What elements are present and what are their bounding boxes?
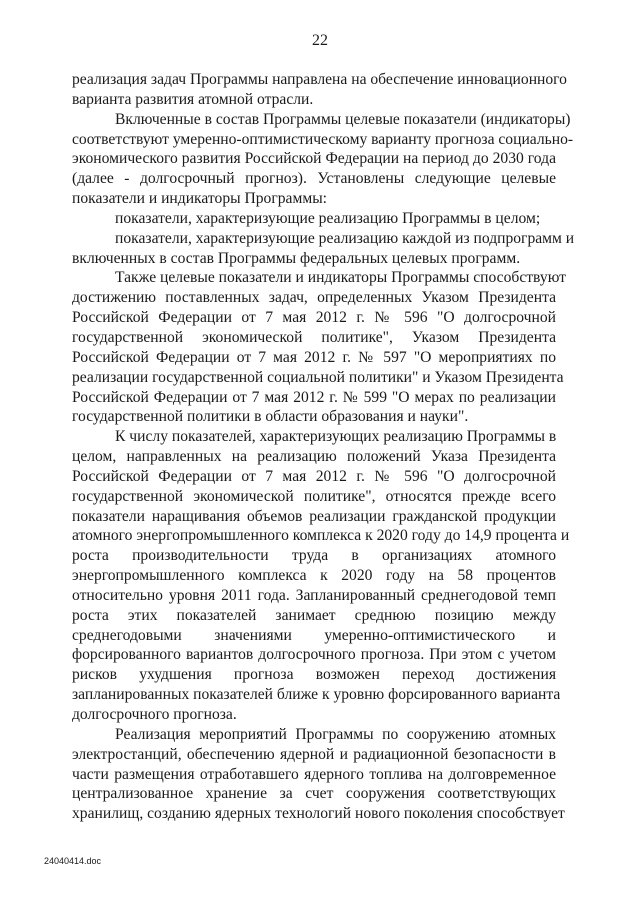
text-line: роста этих показателей занимает среднюю позицию между: [72, 606, 556, 624]
paragraph: [72, 110, 574, 209]
text-line: части размещения отработавшего ядерного топлива на долговременное: [72, 765, 556, 783]
text-line: государственной экономической политике", Указом Президента: [72, 328, 556, 346]
text-line: (далее - долгосрочный прогноз). Установлены следующие целевые: [72, 170, 556, 188]
text-line: показатели, характеризующие реализацию Программы в целом;: [115, 209, 541, 227]
text-line: роста производительности труда в организациях атомного: [72, 547, 556, 565]
text-line: централизованное хранение за счет сооружения соответствующих: [72, 785, 556, 803]
text-line: хранилищ, созданию ядерных технологий нового поколения способствует: [72, 805, 565, 823]
text-line: достижению поставленных задач, определенных Указом Президента: [72, 289, 556, 307]
text-line: электростанций, обеспечению ядерной и радиационной безопасности в: [72, 745, 556, 763]
text-line: К числу показателей, характеризующих реализацию Программы в: [115, 428, 557, 446]
footer-filename: 24040414.doc: [44, 856, 102, 866]
text-line: долгосрочного прогноза.: [72, 706, 237, 723]
paragraph: [72, 268, 566, 427]
text-line: экономического развития Российской Федерации на период до 2030 года: [72, 150, 556, 168]
page-number: 22: [312, 32, 328, 49]
paragraph: [72, 229, 575, 269]
text-line: запланированных показателей ближе к уровню форсированного варианта: [72, 686, 561, 704]
text-line: рисков ухудшения прогноза возможен переход достижения: [72, 666, 556, 684]
text-line: показатели, характеризующие реализацию каждой из подпрограмм и: [115, 229, 575, 247]
paragraph: [72, 209, 556, 229]
text-line: Реализация мероприятий Программы по сооружению атомных: [115, 725, 556, 743]
text-line: относительно уровня 2011 года. Запланированный среднегодовой темп: [72, 586, 556, 604]
text-line: энергопромышленного комплекса к 2020 году на 58 процентов: [72, 567, 556, 585]
text-line: соответствуют умеренно-оптимистическому варианту прогноза социально-: [72, 130, 574, 148]
text-line: Также целевые показатели и индикаторы Программы способствуют: [115, 269, 566, 287]
text-line: показатели и индикаторы Программы:: [72, 190, 328, 208]
text-line: государственной политики в области образования и науки".: [72, 408, 469, 426]
paragraph: [72, 70, 567, 110]
document-body: [72, 70, 575, 824]
text-line: Российской Федерации от 7 мая 2012 г. № 597 "О мероприятиях по: [72, 348, 556, 366]
text-line: Российской Федерации от 7 мая 2012 г. № 596 "О долгосрочной: [72, 309, 556, 327]
text-line: включенных в состав Программы федеральных целевых программ.: [72, 249, 521, 267]
text-line: Включенные в состав Программы целевые показатели (индикаторы): [115, 110, 571, 128]
paragraph: [72, 427, 570, 725]
text-line: реализация задач Программы направлена на обеспечение инновационного: [72, 71, 567, 88]
paragraph: [72, 725, 565, 824]
text-line: атомного энергопромышленного комплекса к 2020 году до 14,9 процента и: [72, 527, 570, 545]
text-line: Российской Федерации от 7 мая 2012 г. № 599 "О мерах по реализации: [72, 388, 556, 406]
text-line: среднегодовыми значениями умеренно-оптимистического и: [72, 626, 556, 644]
text-line: Российской Федерации от 7 мая 2012 г. № 596 "О долгосрочной: [72, 467, 556, 485]
text-line: реализации государственной социальной политики" и Указом Президента: [72, 368, 564, 386]
text-line: форсированного вариантов долгосрочного прогноза. При этом с учетом: [72, 646, 556, 664]
text-line: варианта развития атомной отрасли.: [72, 90, 314, 108]
text-line: целом, направленных на реализацию положений Указа Президента: [72, 448, 556, 466]
text-line: показатели наращивания объемов реализации гражданской продукции: [72, 507, 556, 525]
text-line: государственной экономической политике", относятся прежде всего: [72, 487, 556, 505]
